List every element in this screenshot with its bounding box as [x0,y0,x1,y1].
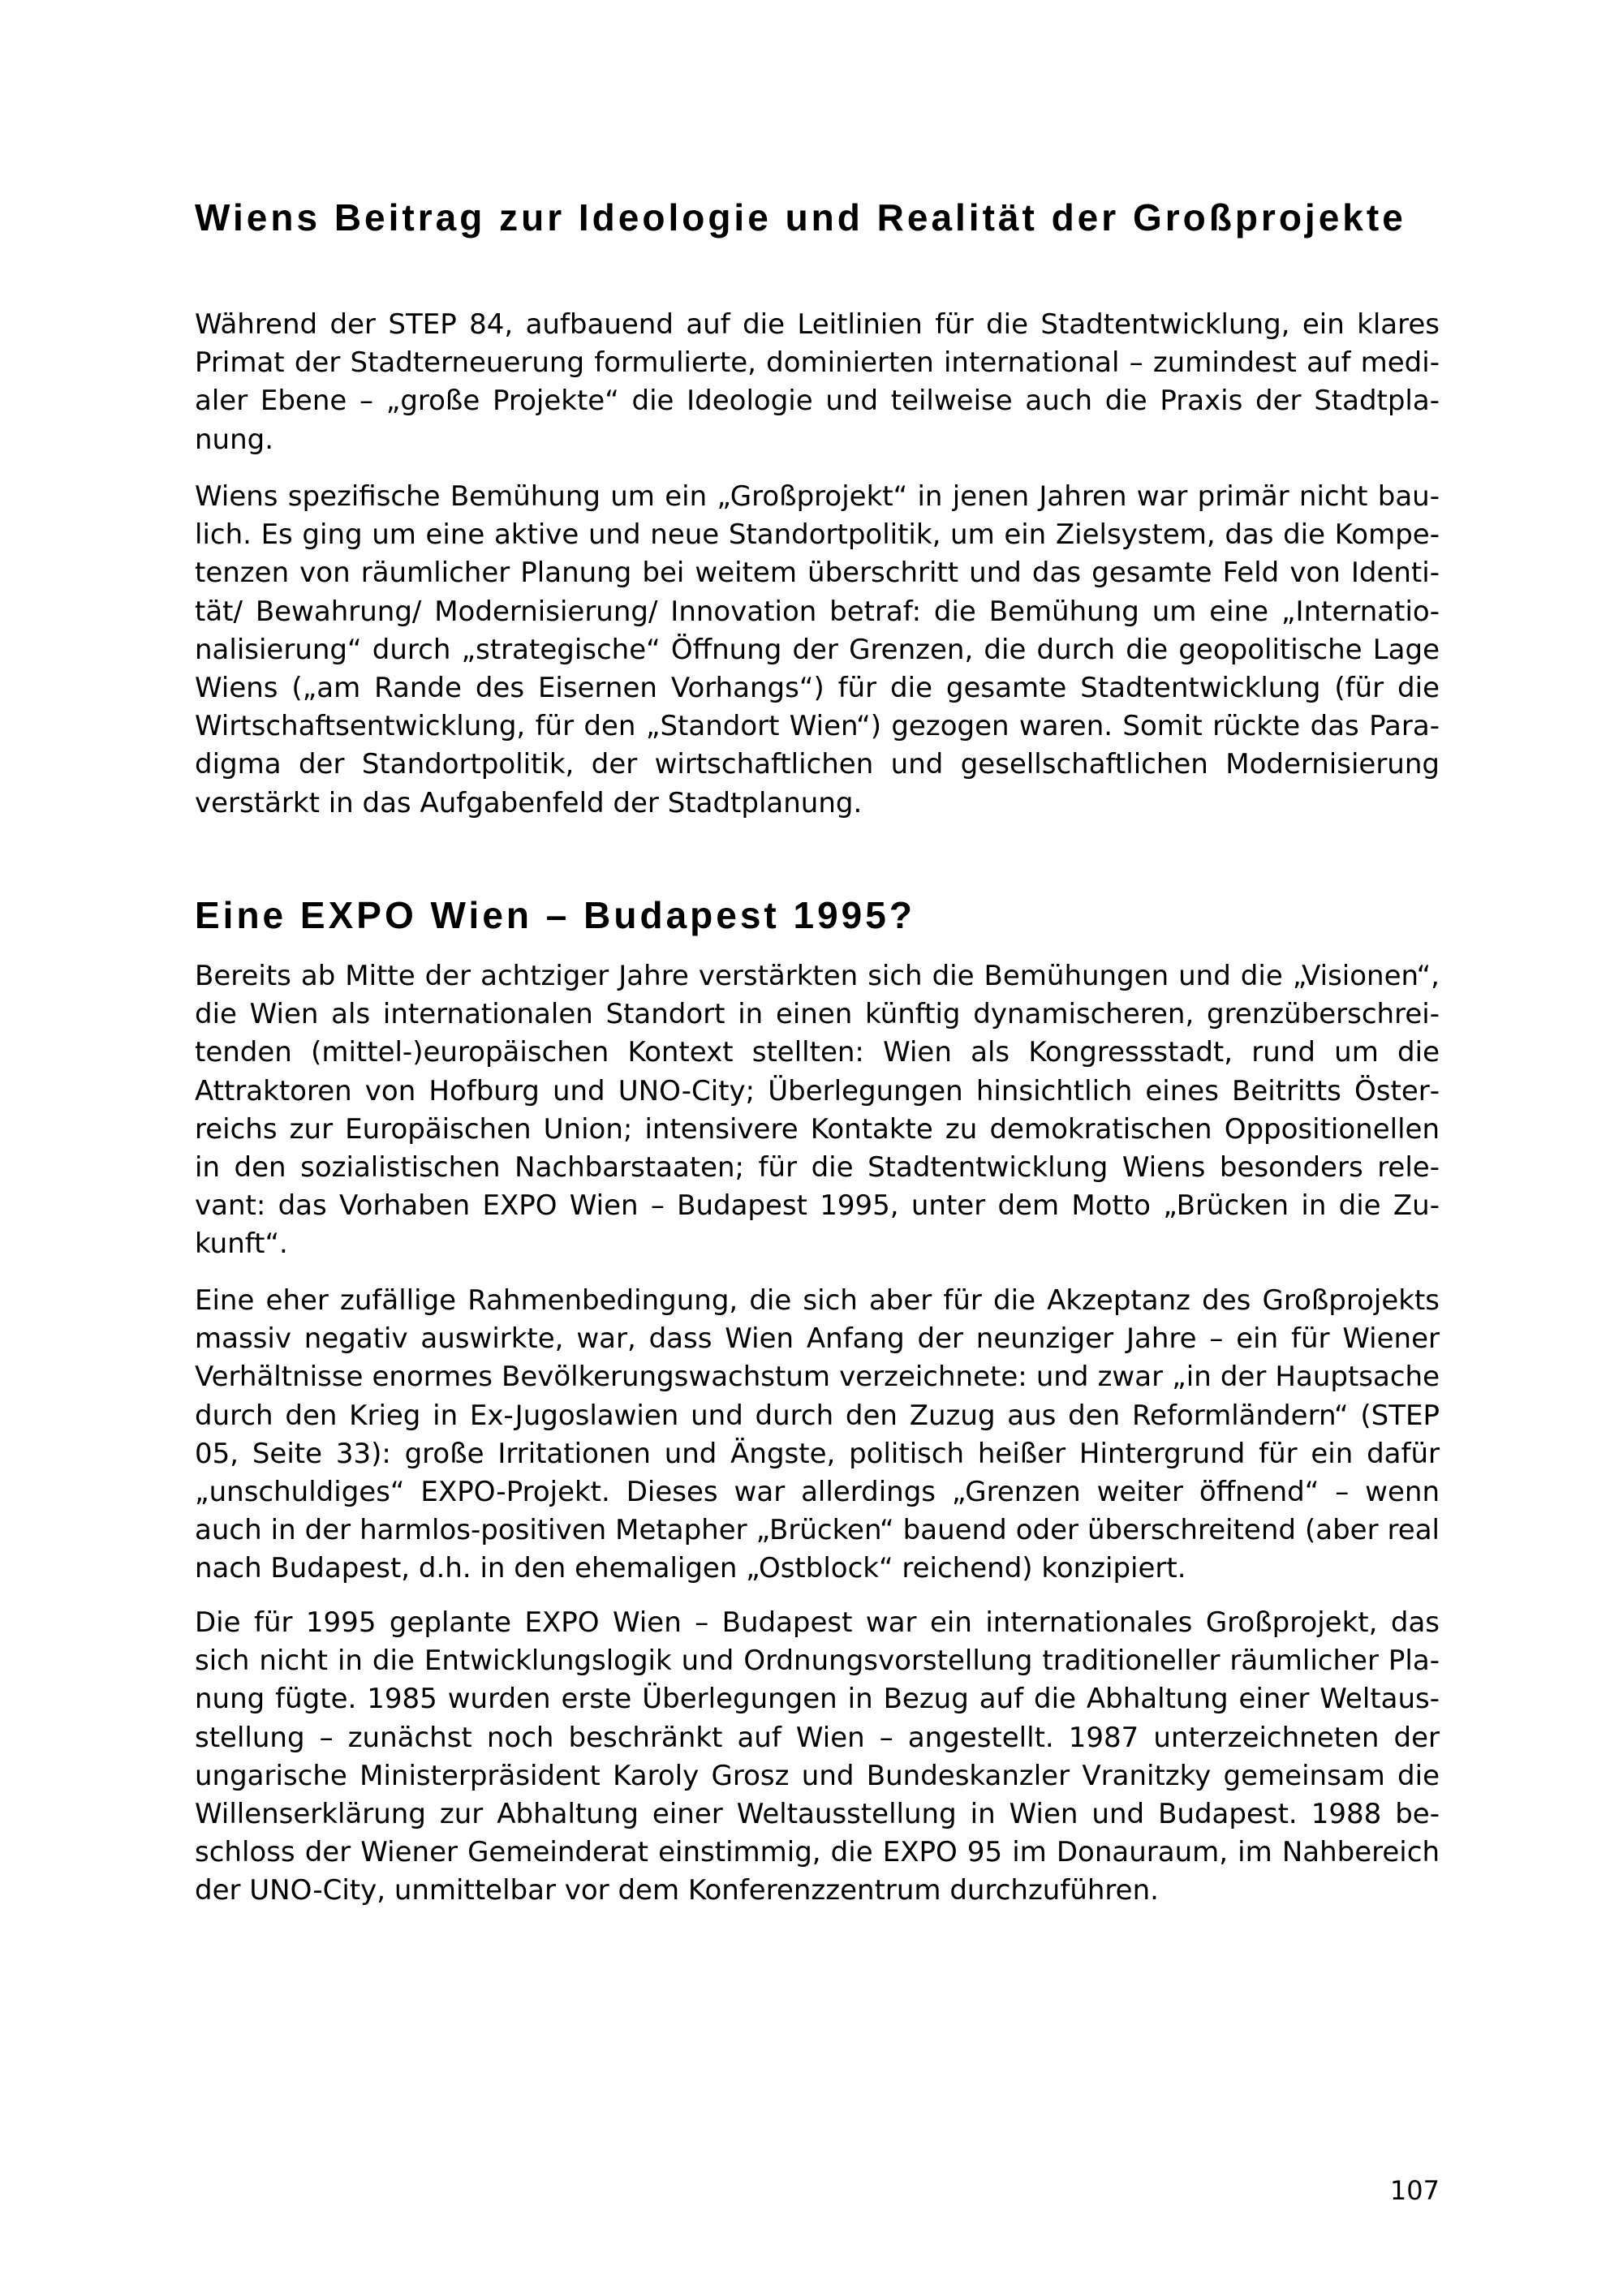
paragraph: Wiens spezifische Bemühung um ein „Großprojekt“ in jenen Jahren war primär nicht baulich. Es ging um eine aktive und neue Standortpolitik, um ein Zielsystem, das die Kompetenzen von räumlicher Planung bei weitem überschritt und das gesamte Feld von Identität/ Bewahrung/ Modernisierung/ Innovation betraf: die Bemühung um eine „Internationalisierung“ durch „strategische“ Öffnung der Grenzen, die durch die geopolitische Lage Wiens („am Rande des Eisernen Vorhangs“) für die gesamte Stadtentwicklung (für die Wirtschaftsentwicklung, für den „Standort Wien“) gezogen waren. Somit rückte das Paradigma der Standortpolitik, der wirtschaftlichen und gesellschaftlichen Modernisierung verstärkt in das Aufgabenfeld der Stadtplanung. [195,480,1440,819]
section-heading-expo: Eine EXPO Wien – Budapest 1995? [195,894,915,936]
page-number: 107 [1389,2175,1440,2206]
document-page [195,0,1440,2296]
paragraph: Eine eher zufällige Rahmenbedingung, die sich aber für die Akzeptanz des Großprojekts massiv negativ auswirkte, war, dass Wien Anfang der neunziger Jahre – ein für Wiener Verhältnisse enormes Bevölkerungswachstum verzeichnete: und zwar „in der Hauptsache durch den Krieg in Ex-Jugoslawien und durch den Zuzug aus den Reformländern“ (STEP 05, Seite 33): große Irritationen und Ängste, politisch heißer Hintergrund für ein dafür „unschuldiges“ EXPO-Projekt. Dieses war allerdings „Grenzen weiter öffnend“ – wenn auch in der harmlos-positiven Metapher „Brücken“ bauend oder überschreitend (aber real nach Budapest, d.h. in den ehemaligen „Ostblock“ reichend) konzipiert. [195,1284,1440,1585]
section-heading-ideologie: Wiens Beitrag zur Ideologie und Realität der Großprojekte [195,196,1406,239]
paragraph: Die für 1995 geplante EXPO Wien – Budapest war ein internationales Großprojekt, das sich nicht in die Entwicklungslogik und Ordnungsvorstellung traditioneller räumlicher Planung fügte. 1985 wurden erste Überlegungen in Bezug auf die Abhaltung einer Weltausstellung – zunächst noch beschränkt auf Wien – angestellt. 1987 unterzeichneten der ungarische Ministerpräsident Karoly Grosz und Bundeskanzler Vranitzky gemeinsam die Willenserklärung zur Abhaltung einer Weltausstellung in Wien und Budapest. 1988 beschloss der Wiener Gemeinderat einstimmig, die EXPO 95 im Donauraum, im Nahbereich der UNO-City, unmittelbar vor dem Konferenzzentrum durchzuführen. [195,1606,1440,1907]
paragraph: Bereits ab Mitte der achtziger Jahre verstärkten sich die Bemühungen und die „Visionen“, die Wien als internationalen Standort in einen künftig dynamischeren, grenzüberschreitenden (mittel-)europäischen Kontext stellten: Wien als Kongressstadt, rund um die Attraktoren von Hofburg und UNO-City; Überlegungen hinsichtlich eines Beitritts Österreichs zur Europäischen Union; intensivere Kontakte zu demokratischen Oppositionellen in den sozialistischen Nachbarstaaten; für die Stadtentwicklung Wiens besonders relevant: das Vorhaben EXPO Wien – Budapest 1995, unter dem Motto „Brücken in die Zukunft“. [195,960,1440,1261]
paragraph: Während der STEP 84, aufbauend auf die Leitlinien für die Stadtentwicklung, ein klares Primat der Stadterneuerung formulierte, dominierten international – zumindest auf medialer Ebene – „große Projekte“ die Ideologie und teilweise auch die Praxis der Stadtplanung. [195,308,1440,456]
